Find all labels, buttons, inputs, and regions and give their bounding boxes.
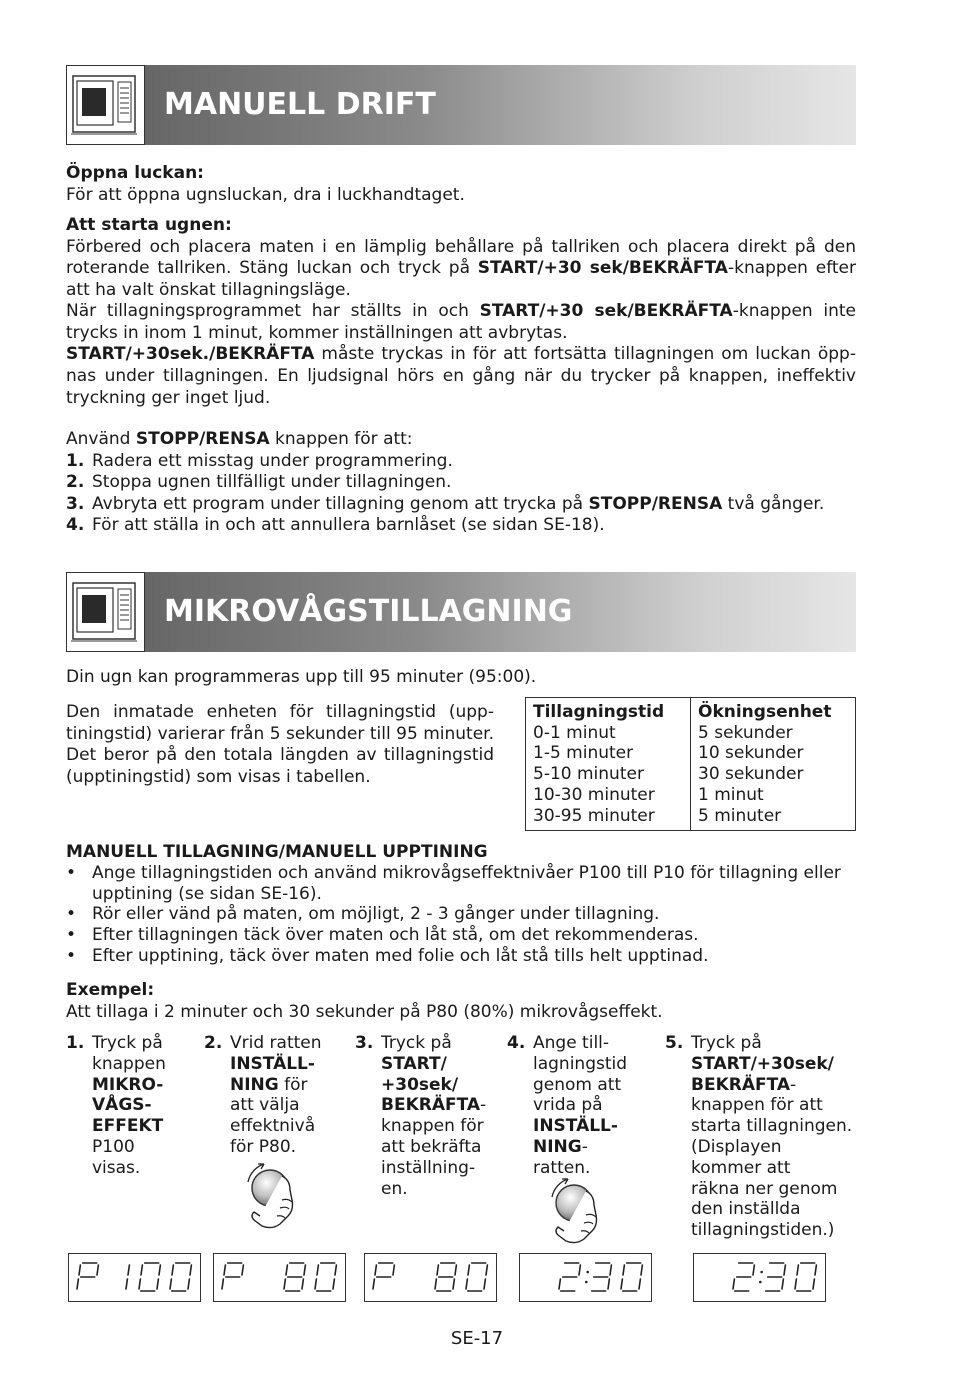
table-column-increment: Ökningsenhet 5 sekunder 10 sekunder 30 sekunder 1 minut 5 minuter xyxy=(698,702,832,826)
lcd-segment xyxy=(304,1265,305,1275)
open-door-text: För att öppna ugnsluckan, dra i luckhandtaget. xyxy=(66,184,465,205)
lcd-digits xyxy=(520,1254,650,1300)
lcd-segment xyxy=(608,1279,609,1289)
open-door-section xyxy=(66,163,856,206)
lcd-segment xyxy=(77,1279,78,1289)
lcd-segment xyxy=(486,1265,487,1275)
lcd-segment xyxy=(188,1279,189,1289)
lcd-segment xyxy=(242,1265,243,1275)
lcd-display-3 xyxy=(364,1253,497,1302)
microwave-icon xyxy=(66,65,145,145)
micro-intro: Din ugn kan programmeras upp till 95 minuter (95:00). xyxy=(66,667,537,687)
lcd-segment xyxy=(484,1279,485,1289)
lcd-segment xyxy=(639,1279,640,1289)
list-item: • Rör eller vänd på maten, om möjligt, 2 - 3 gånger under tillagning. xyxy=(66,904,660,925)
lcd-display-4 xyxy=(519,1253,652,1302)
lcd-segment xyxy=(373,1279,374,1289)
lcd-segment xyxy=(157,1279,158,1289)
lcd-segment xyxy=(284,1279,285,1289)
list-item: 1. Radera ett misstag under programmering. xyxy=(66,450,453,471)
lcd-colon-dot xyxy=(585,1281,588,1284)
open-door-heading: Öppna luckan: xyxy=(66,163,204,183)
list-item: • Efter tillagningen täck över maten och låt stå, om det rekommenderas. xyxy=(66,925,699,946)
list-item: 4. För att ställa in och att annullera barnlåset (se sidan SE-18). xyxy=(66,515,605,536)
lcd-segment xyxy=(784,1265,785,1275)
lcd-segment xyxy=(170,1279,171,1289)
lcd-digits xyxy=(214,1254,344,1300)
lcd-segment xyxy=(435,1279,436,1289)
lcd-segment xyxy=(437,1265,438,1275)
lcd-segment xyxy=(333,1279,334,1289)
lcd-segment xyxy=(455,1265,456,1275)
lcd-digits xyxy=(69,1254,199,1300)
list-item: 2. Stoppa ugnen tillfälligt under tillagningen. xyxy=(66,472,452,493)
section-title: MANUELL DRIFT xyxy=(164,87,436,122)
lcd-segment xyxy=(139,1279,140,1289)
lcd-segment xyxy=(559,1279,560,1289)
lcd-segment xyxy=(623,1265,624,1275)
lcd-segment xyxy=(126,1279,127,1289)
list-item: • Ange tillagningstiden och använd mikrovågseffektnivåer P100 till P10 för tillagning eller upptining (se sidan SE-16). xyxy=(66,862,841,904)
lcd-digits xyxy=(365,1254,495,1300)
lcd-segment xyxy=(621,1279,622,1289)
lcd-colon-dot xyxy=(759,1281,762,1284)
dial-hand-icon xyxy=(242,1160,304,1239)
micro-description: Den inmatade enheten för tillagningstid (upp-tiningstid) varierar från 5 sekunder till 95 minuter. Det beror på den totala längden av tillagningstid (upptiningstid) som visas i tabellen. xyxy=(66,702,494,787)
lcd-segment xyxy=(815,1265,816,1275)
lcd-segment xyxy=(286,1265,287,1275)
stop-intro: Använd STOPP/RENSA knappen för att: xyxy=(66,429,413,449)
lcd-segment xyxy=(317,1265,318,1275)
lcd-segment xyxy=(393,1265,394,1275)
lcd-segment xyxy=(733,1279,734,1289)
start-oven-paragraph-1: Förbered och placera maten i en lämplig behållare på tallriken och placera direkt på den roterande tallriken. Stäng luckan och tryck på START/+30 sek/BEKRÄFTA-knappen efter att ha valt önskat tillagningsläge. xyxy=(66,236,856,300)
lcd-segment xyxy=(224,1265,225,1275)
manual-cooking-list xyxy=(66,863,856,967)
example-section xyxy=(66,980,856,1023)
microwave-icon xyxy=(66,572,145,652)
lcd-segment xyxy=(172,1265,173,1275)
manual-cooking-section xyxy=(66,842,856,967)
lcd-segment xyxy=(453,1279,454,1289)
lcd-segment xyxy=(79,1265,80,1275)
dial-hand-icon xyxy=(546,1175,608,1254)
lcd-segment xyxy=(610,1265,611,1275)
manual-cooking-heading: MANUELL TILLAGNING/MANUELL UPPTINING xyxy=(66,842,488,862)
section-banner-micro xyxy=(66,572,856,652)
lcd-colon-dot xyxy=(760,1271,763,1274)
lcd-segment xyxy=(468,1265,469,1275)
example-heading: Exempel: xyxy=(66,980,155,1000)
lcd-segment xyxy=(335,1265,336,1275)
example-text: Att tillaga i 2 minuter och 30 sekunder på P80 (80%) mikrovågseffekt. xyxy=(66,1001,663,1022)
lcd-segment xyxy=(141,1265,142,1275)
lcd-colon-dot xyxy=(586,1271,589,1274)
lcd-display-5 xyxy=(693,1253,826,1302)
lcd-segment xyxy=(795,1279,796,1289)
lcd-segment xyxy=(302,1279,303,1289)
section-title: MIKROVÅGSTILLAGNING xyxy=(164,594,573,629)
start-oven-section xyxy=(66,215,856,409)
start-oven-paragraph-3: START/+30sek./BEKRÄFTA måste tryckas in för att fortsätta tillagningen om luckan öpp-nas under tillagningen. En ljudsignal hörs en gång när du trycker på knappen, ineffektiv tryckning ger inget ljud. xyxy=(66,344,856,408)
start-oven-paragraph-2: När tillagningsprogrammet har ställts in och START/+30 sek/BEKRÄFTA-knappen inte trycks in inom 1 minut, kommer inställningen att avbrytas. xyxy=(66,301,857,343)
list-item: 3. Avbryta ett program under tillagning genom att trycka på STOPP/RENSA två gånger. xyxy=(66,493,825,514)
lcd-segment xyxy=(97,1265,98,1275)
lcd-segment xyxy=(579,1265,580,1275)
page-number: SE-17 xyxy=(450,1328,504,1349)
lcd-segment xyxy=(190,1265,191,1275)
lcd-segment xyxy=(641,1265,642,1275)
lcd-segment xyxy=(797,1265,798,1275)
lcd-digits xyxy=(694,1254,824,1300)
start-oven-heading: Att starta ugnen: xyxy=(66,215,232,235)
lcd-segment xyxy=(222,1279,223,1289)
stop-list xyxy=(66,451,856,537)
table-column-time: Tillagningstid 0-1 minut 1-5 minuter 5-10 minuter 10-30 minuter 30-95 minuter xyxy=(526,698,691,831)
list-item: • Efter upptining, täck över maten med folie och låt stå tills helt upptinad. xyxy=(66,945,709,966)
lcd-display-2 xyxy=(213,1253,346,1302)
lcd-segment xyxy=(128,1265,129,1275)
lcd-display-1 xyxy=(68,1253,201,1302)
lcd-segment xyxy=(375,1265,376,1275)
lcd-segment xyxy=(315,1279,316,1289)
lcd-segment xyxy=(466,1279,467,1289)
cooking-time-table xyxy=(525,697,856,831)
lcd-segment xyxy=(159,1265,160,1275)
section-banner-manual xyxy=(66,65,856,145)
stop-section xyxy=(66,429,856,537)
lcd-segment xyxy=(813,1279,814,1289)
lcd-segment xyxy=(753,1265,754,1275)
lcd-segment xyxy=(782,1279,783,1289)
